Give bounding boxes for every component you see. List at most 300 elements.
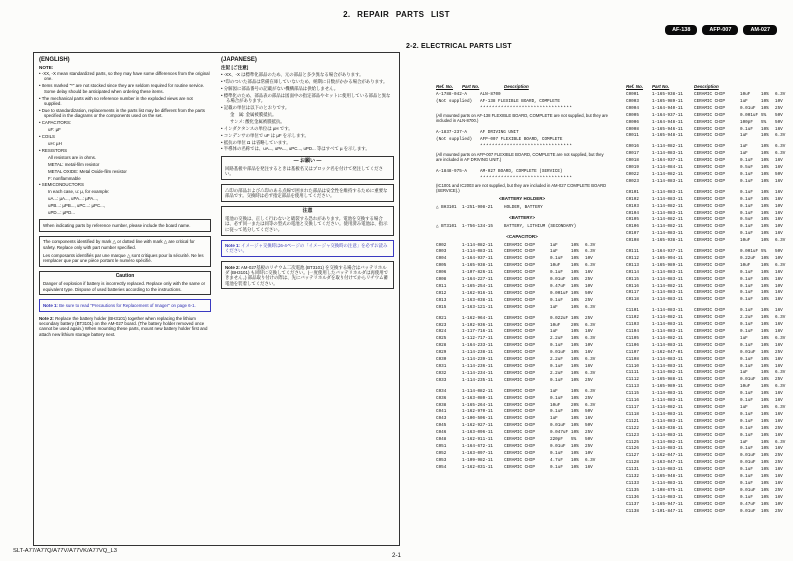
cell-val: 0.1uF — [740, 231, 753, 237]
cell-ref: C0018 — [626, 158, 639, 164]
parts-row — [436, 256, 608, 263]
cell-part: 1-164-940-11 — [652, 105, 683, 111]
cell-val: 0.001uF — [550, 290, 569, 296]
cell-volt: 16V — [775, 363, 783, 369]
parts-row — [436, 343, 608, 350]
cell-part: 1-165-989-11 — [652, 384, 683, 390]
note-line: uF: µF — [48, 127, 61, 133]
cell-tol — [571, 205, 585, 212]
cell-desc: CERAMIC CHIP — [694, 425, 725, 431]
parts-row — [626, 357, 793, 364]
cell-desc: CERAMIC CHIP — [504, 277, 535, 283]
cell-ref: C0101 — [626, 189, 639, 195]
parts-row — [436, 396, 608, 403]
english-column — [39, 57, 211, 541]
cell-volt: 10V — [585, 256, 593, 262]
cell-part: 1-114-083-11 — [652, 418, 683, 424]
cell-volt: 25V — [585, 443, 593, 449]
reference-number-box: When indicating parts by reference number, please include the board name. — [39, 219, 211, 231]
cell-volt: 10V — [775, 224, 783, 230]
cell-tol: 10% — [761, 398, 769, 404]
cell-part: 1-114-236-11 — [462, 363, 493, 369]
parts-row — [626, 263, 793, 270]
cell-val: 1uF — [740, 404, 748, 410]
cell-tol: 10% — [761, 453, 769, 459]
cell-part: 1-162-031-11 — [462, 464, 493, 470]
cell-volt: 6.3V — [585, 388, 596, 394]
cell-tol: 10% — [761, 165, 769, 171]
cell-val: 10uF — [550, 322, 561, 328]
cell-val: 0.01uF — [740, 487, 756, 493]
parts-stars: ******************************* — [480, 144, 573, 150]
parts-row — [626, 106, 793, 113]
parts-row — [436, 357, 608, 364]
cell-part: 1-100-506-11 — [462, 416, 493, 422]
note-line: All resistors are in ohms. — [48, 154, 97, 160]
note-line: • 半導体の名称では、uA..., uPA..., uPC..., uPD... 等はすべて µ を示します。 — [221, 146, 394, 151]
parts-row — [626, 343, 793, 350]
caution-text: Danger of explosion if battery is incorrectly replaced. Replace only with the same or equivalent type. Dispose of used batteries according to the instructions. — [43, 281, 206, 292]
cell-ref: C0008 — [626, 126, 639, 132]
cell-val: 1uF — [740, 151, 748, 157]
caution-title-jp: 注意 — [302, 208, 313, 215]
cell-volt: 6.3V — [775, 439, 786, 445]
cell-ref: C1126 — [626, 446, 639, 452]
parts-row-wide — [436, 137, 608, 144]
safety-text-en: The components identified by mark △ or dotted line with mark △ are critical for safety. Replace only with part number specified. — [43, 239, 195, 250]
parts-row — [626, 165, 793, 172]
cell-tol: 10% — [571, 263, 579, 269]
parts-rows-right — [626, 92, 793, 515]
safety-text-fr: Les composants identifiés par une marque △ sont critiques pour la sécurité. Ne les remplacer que par une pièce portant le numéro spécifié. — [43, 252, 204, 264]
parts-row — [436, 430, 608, 437]
cell-part: 1-164-948-11 — [652, 119, 683, 125]
cell-ref: C0106 — [626, 224, 639, 230]
cell-val: 0.1uF — [740, 356, 753, 362]
cell-val: 0.001uF — [740, 112, 759, 118]
parts-row — [626, 426, 793, 433]
model-line: SLT-A77/A77Q/A77V/A77VK/A77VQ_L3 — [13, 548, 117, 554]
cell-val: 0.01uF — [740, 377, 756, 383]
cell-volt: 16V — [775, 411, 783, 417]
cell-desc: CERAMIC CHIP — [694, 356, 725, 362]
cell-volt: 16V — [775, 276, 783, 282]
cell-val: 0.1uF — [740, 494, 753, 500]
parts-row — [626, 433, 793, 440]
cell-desc: CERAMIC CHIP — [694, 297, 725, 303]
cell-ref: C1110 — [626, 363, 639, 369]
cell-tol: 10% — [571, 430, 579, 436]
cell-ref: C0111 — [626, 249, 639, 255]
cell-desc: CERAMIC CHIP — [694, 249, 725, 255]
cell-ref: C045 — [436, 423, 447, 429]
cell-ref: C031 — [436, 363, 447, 369]
cell-tol — [571, 224, 585, 231]
parts-row — [436, 316, 608, 323]
cell-desc: CERAMIC CHIP — [694, 453, 725, 459]
cell-ref: A-1788-042-A — [436, 92, 467, 97]
cell-ref: C1117 — [626, 404, 639, 410]
cell-val: 0.01uF — [550, 277, 566, 283]
header-ref-no: Ref. No. — [436, 84, 454, 89]
cell-tol: 10% — [571, 388, 579, 394]
cell-val: 0.1uF — [740, 398, 753, 404]
cell-tol: 10% — [571, 409, 579, 415]
cell-ref: C1123 — [626, 432, 639, 438]
cell-desc: CERAMIC CHIP — [694, 342, 725, 348]
cell-val: 0.1uF — [740, 363, 753, 369]
cell-volt: 50V — [775, 112, 783, 118]
cell-tol: 10% — [761, 356, 769, 362]
cell-tol: 10% — [571, 416, 579, 422]
cell-val: 0.5uF — [740, 165, 753, 171]
cell-ref: C0113 — [626, 262, 639, 268]
parts-head: <CAPACITOR> — [506, 233, 538, 239]
cell-tol: 10% — [571, 329, 579, 335]
cell-desc: CERAMIC CHIP — [504, 297, 535, 303]
cell-part: 1-114-082-11 — [652, 404, 683, 410]
cell-volt: 16V — [775, 308, 783, 314]
parts-row — [436, 249, 608, 256]
cell-desc: CERAMIC CHIP — [694, 384, 725, 390]
parts-row — [436, 378, 608, 385]
parts-row — [626, 377, 793, 384]
parts-row-wide — [436, 169, 608, 176]
note2-text-jp: AM-027基板のリチウム二次電池 (BT3101) を交換する場合はバッテリホルダ (BH3101) も同時に交換してください。(一度使用したバッテリホルダは再使用できません。) 部品取り付けの際は、先にバッテリホルダを取り付けてからリチウム蓄電池を装着してください。 — [225, 264, 389, 286]
cell-val: 2.2uF — [740, 315, 753, 321]
cell-ref: C1137 — [626, 501, 639, 507]
cell-val: 1uF — [740, 133, 748, 139]
cell-desc: CERAMIC CHIP — [504, 290, 535, 296]
parts-row — [436, 416, 608, 423]
badge-am-027: AM-027 — [743, 25, 777, 35]
cell-ref: C012 — [436, 290, 447, 296]
parts-row — [626, 113, 793, 120]
cell-tol: 10% — [761, 425, 769, 431]
cell-tol: 10% — [571, 297, 579, 303]
cell-ref: C1132 — [626, 474, 639, 480]
cell-desc: CERAMIC CHIP — [504, 388, 535, 394]
cell-tol: 10% — [761, 467, 769, 473]
cell-tol: 10% — [761, 231, 769, 237]
cell-desc: CERAMIC CHIP — [694, 112, 725, 118]
cell-volt: 50V — [585, 423, 593, 429]
cell-tol: 10% — [761, 363, 769, 369]
cell-volt: 25V — [585, 377, 593, 383]
cell-val: 0.1uF — [740, 276, 753, 282]
cell-part: 1-164-672-11 — [462, 443, 493, 449]
cell-ref: C006 — [436, 270, 447, 276]
cell-tol: 10% — [761, 474, 769, 480]
note-line: F: nonflammable — [48, 175, 81, 181]
cell-volt: 25V — [585, 315, 593, 321]
note-line: • インダクタンスの単位は µH です。 — [221, 126, 394, 131]
cell-val: 0.1uF — [740, 418, 753, 424]
cell-val: 0.1uF — [550, 395, 563, 401]
cell-desc: CERAMIC CHIP — [694, 439, 725, 445]
parts-row — [626, 224, 793, 231]
parts-row — [626, 488, 793, 495]
cell-part: 1-162-911-11 — [462, 437, 493, 443]
cell-tol: 10% — [571, 277, 579, 283]
cell-val: 0.1uF — [740, 196, 753, 202]
cell-volt: 6.3V — [585, 457, 596, 463]
page-title: 2. REPAIR PARTS LIST — [343, 10, 450, 19]
cell-volt: 16V — [775, 418, 783, 424]
cell-val: 10uF — [740, 238, 751, 244]
cell-ref: C003 — [436, 249, 447, 255]
cell-tol: 10% — [761, 342, 769, 348]
cell-volt: 6.3V — [775, 315, 786, 321]
cell-val: 1uF — [740, 439, 748, 445]
cell-ref: C1103 — [626, 322, 639, 328]
cell-part: 1-162-970-11 — [462, 409, 493, 415]
cell-part: 1-114-082-11 — [462, 242, 493, 248]
cell-part: 1-101-847-11 — [652, 508, 683, 514]
cell-tol: 10% — [571, 242, 579, 248]
cell-volt: 6.3V — [585, 370, 596, 376]
cell-desc: CERAMIC CHIP — [504, 377, 535, 383]
cell-desc: CERAMIC CHIP — [694, 224, 725, 230]
cell-desc: CERAMIC CHIP — [694, 105, 725, 111]
cell-tol: 10% — [761, 189, 769, 195]
cell-part: 1-114-083-11 — [652, 322, 683, 328]
cell-tol: 5% — [761, 119, 767, 125]
cell-tol: 10% — [761, 349, 769, 355]
request-title: ― お願い ― — [293, 158, 322, 165]
cell-part: 1-165-938-11 — [462, 263, 493, 269]
cell-ref: C1116 — [626, 398, 639, 404]
cell-ref: C0112 — [626, 255, 639, 261]
cell-desc: CERAMIC CHIP — [694, 391, 725, 397]
cell-val: 1uF — [550, 249, 558, 255]
cell-val: 1uF — [550, 388, 558, 394]
parts-row — [626, 158, 793, 165]
note1-box — [39, 299, 211, 311]
cell-volt: 10V — [585, 284, 593, 289]
note1-label: Note 1: — [43, 302, 58, 308]
cell-volt: 6.3V — [585, 357, 596, 363]
cell-val: 2.2uF — [550, 357, 563, 363]
cell-ref: C1112 — [626, 377, 639, 383]
cell-tol: 10% — [571, 315, 579, 321]
note-line: • Items marked "*" are not stocked since they are seldom required for routine service. Some delay should be anticipated when ordering these items. — [39, 83, 211, 94]
cell-desc: CERAMIC CHIP — [694, 231, 725, 237]
cell-tol: 10% — [761, 269, 769, 275]
note-line: • 抵抗の単位 Ω は省略しています。 — [221, 140, 394, 145]
cell-part: 1-165-938-11 — [652, 92, 683, 97]
cell-part: 1-165-946-11 — [652, 126, 683, 132]
parts-row — [436, 270, 608, 277]
japanese-heading: (JAPANESE) — [221, 57, 257, 63]
cell-volt: 10V — [775, 203, 783, 209]
parts-row — [626, 440, 793, 447]
cell-desc: AF DRIVING UNIT — [480, 130, 519, 136]
cell-part: 1-114-082-11 — [652, 144, 683, 150]
cell-desc: CERAMIC CHIP — [694, 133, 725, 139]
cell-val — [550, 205, 571, 212]
cell-tol: 20% — [571, 322, 579, 328]
cell-tol: 10% — [761, 144, 769, 150]
cell-volt: 50V — [585, 290, 593, 296]
parts-column-right — [626, 84, 793, 515]
cell-val: 0.1uF — [740, 329, 753, 334]
note2-box-jp — [221, 261, 394, 289]
cell-part: 1-114-082-11 — [652, 224, 683, 230]
note2-block — [39, 316, 211, 337]
cell-part: 1-107-826-11 — [462, 270, 493, 276]
parts-row — [626, 179, 793, 186]
cell-tol: 10% — [761, 418, 769, 424]
parts-row — [626, 133, 793, 140]
parts-row — [436, 284, 608, 291]
cell-tol: 10% — [761, 196, 769, 202]
cell-volt: 16V — [775, 322, 783, 328]
parts-header-right — [626, 84, 793, 89]
cell-part: 1-114-083-11 — [652, 231, 683, 237]
cell-desc: CERAMIC CHIP — [504, 284, 535, 289]
cell-val: 0.1uF — [740, 210, 753, 216]
cell-ref: C025 — [436, 336, 447, 342]
parts-row — [626, 197, 793, 204]
cell-volt: 10V — [585, 343, 593, 349]
cell-desc: CERAMIC CHIP — [694, 501, 725, 507]
cell-val: 0.01uF — [740, 453, 756, 459]
note-line: • Due to standardization, replacements in the parts list may be different from the parts specified in the diagrams or the components used on the set. — [39, 108, 211, 119]
cell-volt: 25V — [775, 508, 783, 514]
cell-tol: 10% — [571, 450, 579, 456]
cell-tol: 5% — [761, 249, 767, 255]
parts-row — [626, 277, 793, 284]
cell-part: 1-114-238-11 — [462, 350, 493, 356]
parts-row — [626, 495, 793, 502]
cell-volt: 25V — [775, 349, 783, 355]
cell-volt: 25V — [585, 430, 593, 436]
note-line: METAL: metal-film resistor — [48, 161, 100, 167]
cell-part: 1-114-083-11 — [652, 290, 683, 296]
cell-ref: C0108 — [626, 238, 639, 244]
cell-ref: C0117 — [626, 290, 639, 296]
cell-volt: 16V — [775, 432, 783, 438]
parts-row — [436, 403, 608, 410]
cell-part: 1-164-937-11 — [652, 249, 683, 255]
parts-note: (IC1001 and IC2003 are not supplied, but they are included in AM-027 COMPLETE BOARD (SERVICE).) — [436, 183, 607, 194]
parts-row — [436, 444, 608, 451]
note1-text-jp: イメージャ交換時は6-4ページの「イメージャ交換時の注意」を必ずお読みください。 — [225, 243, 388, 254]
parts-row — [626, 120, 793, 127]
parts-row — [436, 243, 608, 250]
parts-row — [626, 405, 793, 412]
cell-part: 1-114-082-11 — [652, 439, 683, 445]
parts-row — [436, 298, 608, 305]
cell-val: 0.5uF — [740, 217, 753, 223]
cell-tol: 10% — [761, 508, 769, 514]
cell-desc: HOLDER, BATTERY — [504, 204, 543, 210]
cell-volt: 16V — [775, 342, 783, 348]
cell-part: 1-114-083-11 — [652, 329, 683, 334]
note-line: uPD...: µPD... — [48, 210, 75, 216]
note-line: • RESISTORS — [39, 148, 211, 153]
cell-desc: CERAMIC CHIP — [694, 432, 725, 438]
cell-volt: 16V — [585, 329, 593, 335]
cell-desc: AM-027 BOARD, COMPLETE (SERVICE) — [480, 168, 563, 174]
cell-volt: 16V — [585, 363, 593, 369]
cell-ref: C021 — [436, 315, 447, 321]
cell-volt: 16V — [775, 178, 783, 184]
cell-ref: C051 — [436, 443, 447, 449]
cell-part: 1-165-948-11 — [652, 474, 683, 480]
cell-ref: C002 — [436, 242, 447, 248]
cell-val: 0.047uF — [550, 430, 569, 436]
cell-desc: CERAMIC CHIP — [504, 329, 535, 335]
cell-tol: 10% — [761, 283, 769, 289]
parts-head: <BATTERY> — [508, 214, 535, 220]
cell-volt: 16V — [775, 290, 783, 296]
cell-val: 0.1uF — [740, 297, 753, 303]
cell-val: 0.1uF — [740, 391, 753, 397]
cell-volt: 6.3V — [775, 262, 786, 268]
parts-row — [436, 458, 608, 465]
cell-val: 0.1uF — [740, 290, 753, 296]
cell-ref: C1138 — [626, 508, 639, 514]
cell-ref: C0107 — [626, 231, 639, 237]
cell-ref: C008 — [436, 277, 447, 283]
cell-desc: CERAMIC CHIP — [694, 276, 725, 282]
cell-desc: CERAMIC CHIP — [504, 242, 535, 248]
cell-val: 0.1uF — [740, 171, 753, 177]
cell-tol: 10% — [761, 335, 769, 341]
cell-volt: 6.3V — [775, 238, 786, 244]
cell-part: 1-114-083-11 — [652, 151, 683, 157]
cell-val: 0.1uF — [740, 203, 753, 209]
cell-ref: C054 — [436, 464, 447, 470]
cell-desc: CERAMIC CHIP — [504, 402, 535, 408]
cell-part: 1-114-083-11 — [652, 308, 683, 314]
cell-desc: CERAMIC CHIP — [504, 437, 535, 443]
cell-part: 1-165-994-11 — [652, 255, 683, 261]
cell-volt: 25V — [585, 277, 593, 283]
cell-desc: CERAMIC CHIP — [694, 144, 725, 150]
cell-tol: 10% — [761, 322, 769, 328]
cell-tol: 10% — [761, 377, 769, 383]
note-line: • 記載の単位は以下のとおりです。 — [221, 105, 394, 110]
caution-text-jp: 電池の交換は、正しく行わないと破裂する恐れがあります。電池を交換する場合は、必ず同一または同等の型式の電池と交換してください。使用済み電池は、指示に従って処分してください。 — [225, 216, 388, 232]
cell-volt: 16V — [775, 126, 783, 132]
cell-desc: CERAMIC CHIP — [504, 363, 535, 369]
note-line: In each case, u: µ, for example: — [48, 189, 110, 195]
cell-val: 0.1uF — [740, 446, 753, 452]
cell-part: 1-163-038-11 — [462, 297, 493, 303]
cell-part: 1-114-083-11 — [462, 249, 493, 255]
parts-row — [626, 211, 793, 218]
cell-desc: AF-138 FLEXIBLE BOARD, COMPLETE — [480, 98, 560, 104]
cell-ref: C030 — [436, 357, 447, 363]
cell-ref: C0114 — [626, 269, 639, 275]
cell-ref: C0118 — [626, 297, 639, 303]
cell-tol: 10% — [761, 203, 769, 209]
parts-row — [626, 151, 793, 158]
cell-tol: 10% — [761, 126, 769, 132]
cell-val: 0.01uF — [550, 423, 566, 429]
badge-af-138: AF-138 — [665, 25, 697, 35]
cell-val: 1uF — [550, 304, 558, 310]
cell-val: 1uF — [550, 329, 558, 335]
cell-part: 1-163-047-11 — [652, 460, 683, 466]
cell-desc: CERAMIC CHIP — [694, 446, 725, 452]
cell-val: 0.01uF — [740, 105, 756, 111]
cell-part: 1-114-083-11 — [652, 210, 683, 216]
parts-row — [626, 391, 793, 398]
